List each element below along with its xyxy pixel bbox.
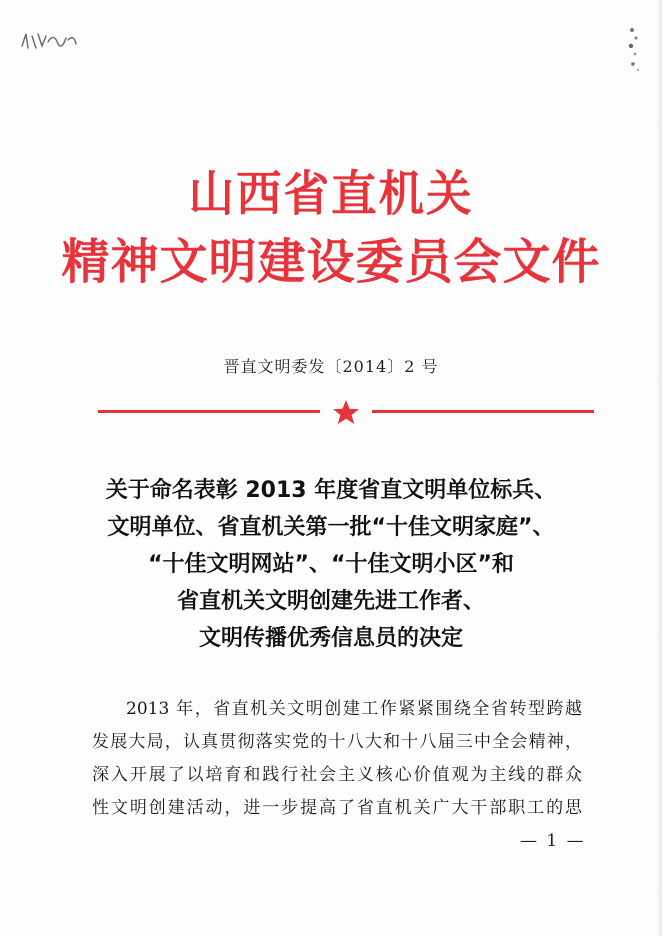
title-line: 文明传播优秀信息员的决定 [198, 626, 463, 651]
body-line: 2013 年，省直机关文明创建工作紧紧围绕全省转型跨越 [126, 699, 582, 719]
document-title [0, 472, 662, 657]
body-paragraph [92, 693, 582, 825]
scan-speckle [622, 20, 648, 80]
body-line: 性文明创建活动，进一步提高了省直机关广大干部职工的思 [92, 798, 582, 818]
header-issuer-line2: 精神文明建设委员会文件 [61, 234, 601, 290]
star-icon [333, 400, 359, 424]
page-number: — 1 — [520, 831, 586, 851]
header-issuer-line1: 山西省直机关 [188, 166, 474, 222]
divider-line-left [98, 410, 320, 413]
title-line: “十佳文明网站”、“十佳文明小区”和 [148, 552, 514, 577]
title-line: 省直机关文明创建先进工作者、 [176, 589, 485, 614]
title-line: 关于命名表彰 2013 年度省直文明单位标兵、 [105, 478, 557, 503]
body-line: 深入开展了以培育和践行社会主义核心价值观为主线的群众 [92, 765, 582, 785]
body-line: 发展大局，认真贯彻落实党的十八大和十八届三中全会精神， [92, 732, 582, 752]
divider-line-right [372, 410, 594, 413]
document-number: 晋直文明委发〔2014〕2 号 [223, 357, 439, 376]
red-divider [98, 398, 594, 426]
red-header [0, 162, 662, 294]
scan-edge-shadow [656, 0, 662, 936]
title-line: 文明单位、省直机关第一批“十佳文明家庭”、 [107, 515, 555, 540]
handwritten-scribble [18, 28, 80, 54]
